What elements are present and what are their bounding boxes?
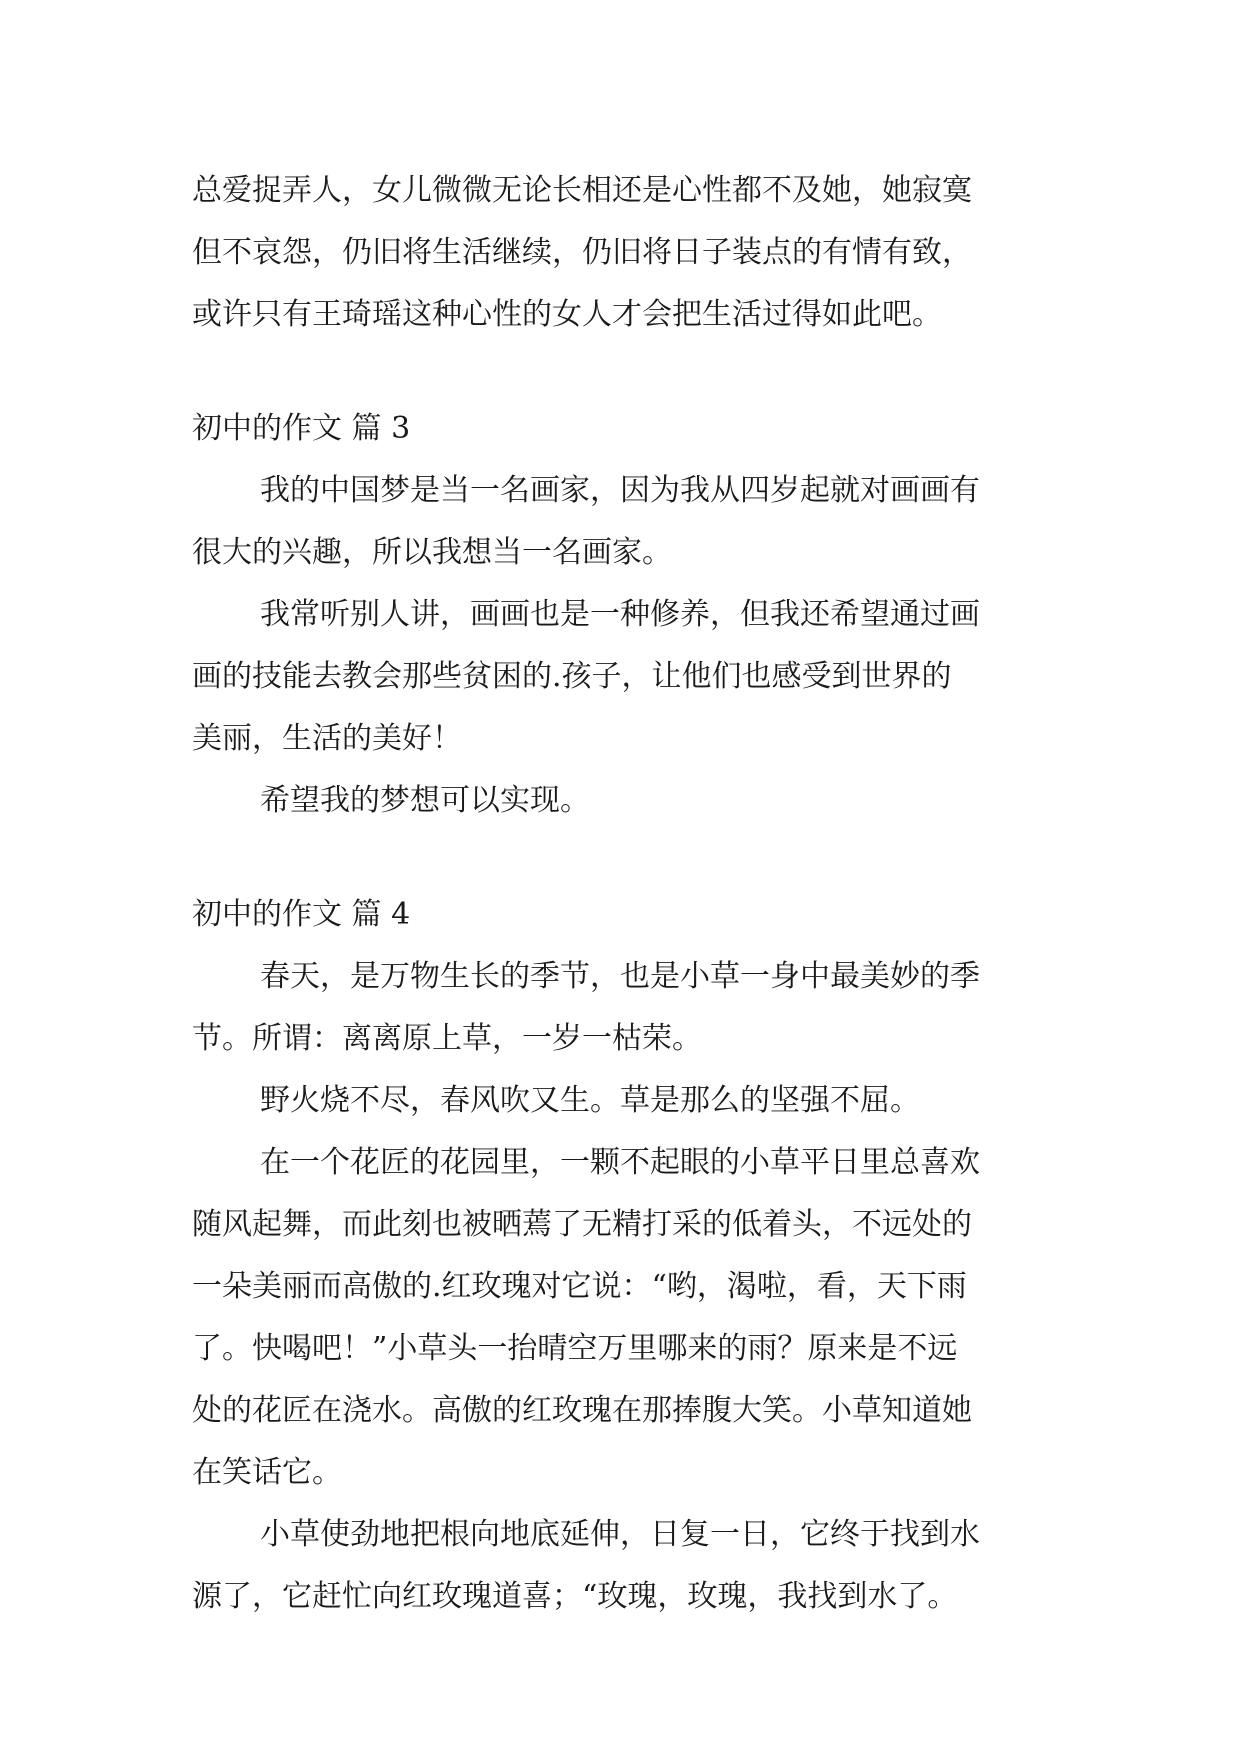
text-line: 或许只有王琦瑶这种心性的女人才会把生活过得如此吧。: [192, 297, 942, 332]
text-line: 画的技能去教会那些贫困的.孩子，让他们也感受到世界的: [192, 659, 952, 694]
text-line: 在一个花匠的花园里，一颗不起眼的小草平日里总喜欢: [260, 1145, 980, 1180]
text-line: 春天，是万物生长的季节，也是小草一身中最美妙的季: [260, 959, 980, 994]
text-line: 美丽，生活的美好！: [192, 721, 462, 756]
section-4: [192, 884, 1062, 1628]
text-line: 我常听别人讲，画画也是一种修养，但我还希望通过画: [260, 597, 980, 632]
text-line: 节。所谓：离离原上草，一岁一枯荣。: [192, 1021, 702, 1056]
text-line: 但不哀怨，仍旧将生活继续，仍旧将日子装点的有情有致，: [192, 235, 972, 270]
text-line: 随风起舞，而此刻也被晒蔫了无精打采的低着头，不远处的: [192, 1207, 972, 1242]
section-gap: [192, 346, 1062, 398]
text-line: 一朵美丽而高傲的.红玫瑰对它说：“哟，渴啦，看，天下雨: [192, 1269, 967, 1304]
intro-paragraph: [192, 160, 1062, 346]
text-line: 总爱捉弄人，女儿微微无论长相还是心性都不及她，她寂寞: [192, 173, 972, 208]
document-body: [192, 160, 1062, 1628]
text-line: 希望我的梦想可以实现。: [260, 783, 590, 818]
text-line: 我的中国梦是当一名画家，因为我从四岁起就对画画有: [260, 473, 980, 508]
text-line: 在笑话它。: [192, 1455, 342, 1490]
section-3: [192, 398, 1062, 832]
text-line: 了。快喝吧！”小草头一抬晴空万里哪来的雨？原来是不远: [192, 1331, 958, 1366]
text-line: 源了，它赶忙向红玫瑰道喜；“玫瑰，玫瑰，我找到水了。: [192, 1579, 958, 1614]
text-line: 野火烧不尽，春风吹又生。草是那么的坚强不屈。: [260, 1083, 920, 1118]
text-line: 很大的兴趣，所以我想当一名画家。: [192, 535, 672, 570]
text-line: 处的花匠在浇水。高傲的红玫瑰在那捧腹大笑。小草知道她: [192, 1393, 972, 1428]
section-heading: 初中的作文 篇 3: [192, 411, 411, 446]
section-gap: [192, 832, 1062, 884]
text-line: 小草使劲地把根向地底延伸，日复一日，它终于找到水: [260, 1517, 980, 1552]
section-heading: 初中的作文 篇 4: [192, 897, 411, 932]
